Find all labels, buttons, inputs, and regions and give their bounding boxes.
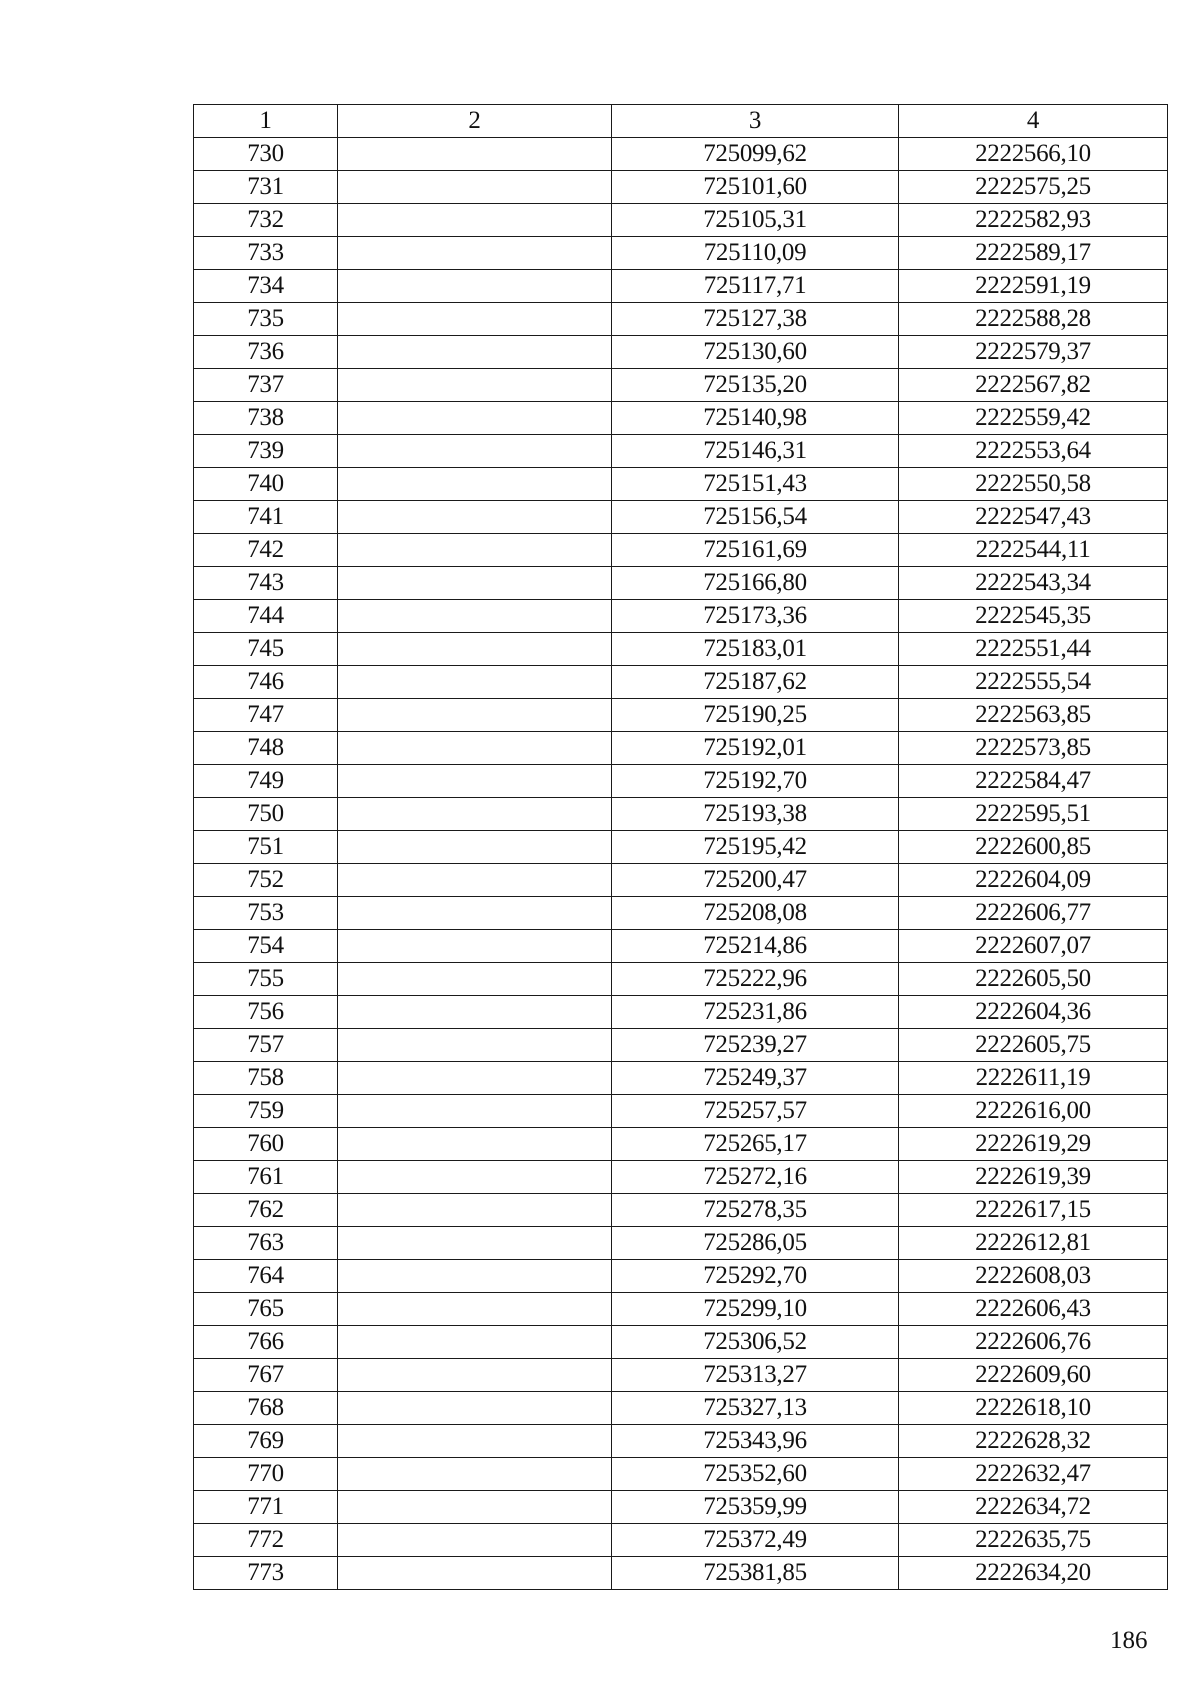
table-cell-col3: 725222,96 — [612, 963, 899, 996]
table-cell-col3: 725292,70 — [612, 1260, 899, 1293]
table-cell-col2 — [338, 798, 612, 831]
table-cell-col4: 2222600,85 — [899, 831, 1168, 864]
table-row — [194, 963, 1168, 996]
table-cell-col2 — [338, 369, 612, 402]
table-cell-col4: 2222582,93 — [899, 204, 1168, 237]
table-row — [194, 1359, 1168, 1392]
table-cell-col3: 725117,71 — [612, 270, 899, 303]
table-cell-col1: 745 — [194, 633, 338, 666]
table-cell-col4: 2222563,85 — [899, 699, 1168, 732]
table-row — [194, 171, 1168, 204]
table-cell-col2 — [338, 831, 612, 864]
table-row — [194, 402, 1168, 435]
table-row — [194, 1425, 1168, 1458]
table-row — [194, 1260, 1168, 1293]
table-cell-col1: 772 — [194, 1524, 338, 1557]
table-cell-col1: 761 — [194, 1161, 338, 1194]
table-row — [194, 1557, 1168, 1590]
table-cell-col3: 725140,98 — [612, 402, 899, 435]
table-cell-col1: 737 — [194, 369, 338, 402]
table-cell-col4: 2222634,20 — [899, 1557, 1168, 1590]
table-row — [194, 336, 1168, 369]
table-cell-col2 — [338, 303, 612, 336]
table-cell-col2 — [338, 1326, 612, 1359]
table-cell-col3: 725208,08 — [612, 897, 899, 930]
table-row — [194, 831, 1168, 864]
table-cell-col4: 2222605,75 — [899, 1029, 1168, 1062]
table-row — [194, 1524, 1168, 1557]
table-cell-col4: 2222634,72 — [899, 1491, 1168, 1524]
table-cell-col2 — [338, 732, 612, 765]
table-row — [194, 1062, 1168, 1095]
table-cell-col2 — [338, 996, 612, 1029]
table-cell-col3: 725135,20 — [612, 369, 899, 402]
table-cell-col2 — [338, 336, 612, 369]
table-cell-col2 — [338, 402, 612, 435]
table-cell-col2 — [338, 171, 612, 204]
table-cell-col4: 2222617,15 — [899, 1194, 1168, 1227]
table-cell-col3: 725381,85 — [612, 1557, 899, 1590]
table-cell-col4: 2222550,58 — [899, 468, 1168, 501]
table-cell-col3: 725231,86 — [612, 996, 899, 1029]
table-row — [194, 1161, 1168, 1194]
table-cell-col4: 2222567,82 — [899, 369, 1168, 402]
table-cell-col4: 2222551,44 — [899, 633, 1168, 666]
table-cell-col1: 743 — [194, 567, 338, 600]
table-row — [194, 567, 1168, 600]
table-cell-col1: 750 — [194, 798, 338, 831]
table-cell-col3: 725265,17 — [612, 1128, 899, 1161]
table-cell-col1: 752 — [194, 864, 338, 897]
table-cell-col1: 734 — [194, 270, 338, 303]
table-cell-col3: 725278,35 — [612, 1194, 899, 1227]
table-row — [194, 732, 1168, 765]
table-cell-col2 — [338, 1227, 612, 1260]
table-cell-col1: 754 — [194, 930, 338, 963]
table-cell-col3: 725299,10 — [612, 1293, 899, 1326]
table-cell-col1: 741 — [194, 501, 338, 534]
table-cell-col3: 725166,80 — [612, 567, 899, 600]
table-cell-col1: 744 — [194, 600, 338, 633]
table-cell-col4: 2222616,00 — [899, 1095, 1168, 1128]
table-cell-col1: 769 — [194, 1425, 338, 1458]
table-cell-col2 — [338, 930, 612, 963]
table-cell-col3: 725313,27 — [612, 1359, 899, 1392]
table-row — [194, 237, 1168, 270]
table-row — [194, 600, 1168, 633]
table-cell-col3: 725257,57 — [612, 1095, 899, 1128]
table-cell-col2 — [338, 897, 612, 930]
table-cell-col1: 736 — [194, 336, 338, 369]
table-cell-col2 — [338, 1425, 612, 1458]
table-row — [194, 204, 1168, 237]
table-cell-col2 — [338, 1359, 612, 1392]
table-cell-col4: 2222604,09 — [899, 864, 1168, 897]
table-cell-col2 — [338, 1458, 612, 1491]
table-cell-col1: 733 — [194, 237, 338, 270]
table-cell-col1: 751 — [194, 831, 338, 864]
table-cell-col4: 2222632,47 — [899, 1458, 1168, 1491]
table-row — [194, 798, 1168, 831]
table-cell-col2 — [338, 237, 612, 270]
table-cell-col3: 725193,38 — [612, 798, 899, 831]
table-row — [194, 996, 1168, 1029]
table-row — [194, 1326, 1168, 1359]
table-row — [194, 1128, 1168, 1161]
table-cell-col2 — [338, 1095, 612, 1128]
table-cell-col2 — [338, 1062, 612, 1095]
table-row — [194, 765, 1168, 798]
table-cell-col2 — [338, 204, 612, 237]
table-cell-col2 — [338, 1128, 612, 1161]
table-cell-col3: 725214,86 — [612, 930, 899, 963]
table-cell-col4: 2222584,47 — [899, 765, 1168, 798]
table-cell-col4: 2222555,54 — [899, 666, 1168, 699]
table-cell-col4: 2222547,43 — [899, 501, 1168, 534]
table-cell-col4: 2222566,10 — [899, 138, 1168, 171]
table-cell-col2 — [338, 633, 612, 666]
table-cell-col2 — [338, 1557, 612, 1590]
table-row — [194, 1227, 1168, 1260]
table-row — [194, 1029, 1168, 1062]
table-row — [194, 897, 1168, 930]
table-cell-col4: 2222605,50 — [899, 963, 1168, 996]
table-cell-col4: 2222588,28 — [899, 303, 1168, 336]
table-cell-col2 — [338, 1392, 612, 1425]
table-cell-col3: 725190,25 — [612, 699, 899, 732]
table-cell-col1: 731 — [194, 171, 338, 204]
table-row — [194, 699, 1168, 732]
table-cell-col1: 756 — [194, 996, 338, 1029]
table-cell-col3: 725372,49 — [612, 1524, 899, 1557]
table-cell-col4: 2222607,07 — [899, 930, 1168, 963]
header-cell-col1: 1 — [194, 105, 338, 138]
table-cell-col3: 725343,96 — [612, 1425, 899, 1458]
table-cell-col1: 771 — [194, 1491, 338, 1524]
table-cell-col2 — [338, 1491, 612, 1524]
header-cell-col3: 3 — [612, 105, 899, 138]
table-cell-col1: 730 — [194, 138, 338, 171]
table-cell-col4: 2222635,75 — [899, 1524, 1168, 1557]
table-cell-col3: 725249,37 — [612, 1062, 899, 1095]
table-cell-col3: 725352,60 — [612, 1458, 899, 1491]
table-cell-col2 — [338, 1194, 612, 1227]
table-cell-col1: 762 — [194, 1194, 338, 1227]
table-cell-col1: 763 — [194, 1227, 338, 1260]
table-cell-col4: 2222579,37 — [899, 336, 1168, 369]
table-cell-col4: 2222606,76 — [899, 1326, 1168, 1359]
table-row — [194, 468, 1168, 501]
table-cell-col1: 766 — [194, 1326, 338, 1359]
table-cell-col1: 768 — [194, 1392, 338, 1425]
table-body — [194, 138, 1168, 1590]
table-cell-col2 — [338, 1029, 612, 1062]
table-cell-col3: 725192,01 — [612, 732, 899, 765]
table-row — [194, 1458, 1168, 1491]
table-row — [194, 633, 1168, 666]
table-row — [194, 1095, 1168, 1128]
table-cell-col2 — [338, 534, 612, 567]
table-row — [194, 303, 1168, 336]
table-cell-col4: 2222628,32 — [899, 1425, 1168, 1458]
table-row — [194, 864, 1168, 897]
table-cell-col3: 725200,47 — [612, 864, 899, 897]
table-cell-col3: 725272,16 — [612, 1161, 899, 1194]
table-cell-col1: 748 — [194, 732, 338, 765]
coordinates-table — [193, 104, 1168, 1590]
table-cell-col4: 2222611,19 — [899, 1062, 1168, 1095]
table-cell-col1: 760 — [194, 1128, 338, 1161]
table-row — [194, 1392, 1168, 1425]
table-cell-col4: 2222591,19 — [899, 270, 1168, 303]
table-cell-col4: 2222604,36 — [899, 996, 1168, 1029]
table-cell-col1: 757 — [194, 1029, 338, 1062]
table-cell-col3: 725151,43 — [612, 468, 899, 501]
table-cell-col1: 739 — [194, 435, 338, 468]
table-cell-col1: 742 — [194, 534, 338, 567]
table-cell-col4: 2222619,29 — [899, 1128, 1168, 1161]
table-cell-col3: 725101,60 — [612, 171, 899, 204]
table-cell-col2 — [338, 666, 612, 699]
table-cell-col2 — [338, 1260, 612, 1293]
table-cell-col3: 725161,69 — [612, 534, 899, 567]
header-cell-col4: 4 — [899, 105, 1168, 138]
table-cell-col1: 738 — [194, 402, 338, 435]
table-cell-col3: 725359,99 — [612, 1491, 899, 1524]
table-cell-col2 — [338, 468, 612, 501]
header-cell-col2: 2 — [338, 105, 612, 138]
table-cell-col4: 2222544,11 — [899, 534, 1168, 567]
table-cell-col4: 2222575,25 — [899, 171, 1168, 204]
table-row — [194, 930, 1168, 963]
table-cell-col4: 2222543,34 — [899, 567, 1168, 600]
table-cell-col3: 725156,54 — [612, 501, 899, 534]
table-row — [194, 1491, 1168, 1524]
table-cell-col4: 2222619,39 — [899, 1161, 1168, 1194]
table-cell-col3: 725183,01 — [612, 633, 899, 666]
table-cell-col1: 773 — [194, 1557, 338, 1590]
table-cell-col3: 725187,62 — [612, 666, 899, 699]
table-cell-col4: 2222573,85 — [899, 732, 1168, 765]
table-cell-col4: 2222545,35 — [899, 600, 1168, 633]
table-cell-col1: 732 — [194, 204, 338, 237]
table-cell-col4: 2222612,81 — [899, 1227, 1168, 1260]
table-row — [194, 501, 1168, 534]
table-cell-col4: 2222606,77 — [899, 897, 1168, 930]
table-row — [194, 435, 1168, 468]
table-cell-col2 — [338, 1524, 612, 1557]
table-cell-col2 — [338, 567, 612, 600]
table-cell-col2 — [338, 963, 612, 996]
table-cell-col4: 2222609,60 — [899, 1359, 1168, 1392]
table-cell-col3: 725130,60 — [612, 336, 899, 369]
table-cell-col2 — [338, 138, 612, 171]
table-cell-col3: 725239,27 — [612, 1029, 899, 1062]
table-cell-col2 — [338, 765, 612, 798]
table-cell-col3: 725327,13 — [612, 1392, 899, 1425]
table-cell-col1: 759 — [194, 1095, 338, 1128]
table-row — [194, 534, 1168, 567]
table-cell-col1: 765 — [194, 1293, 338, 1326]
table-cell-col3: 725192,70 — [612, 765, 899, 798]
table-cell-col2 — [338, 1161, 612, 1194]
table-row — [194, 138, 1168, 171]
table-cell-col3: 725110,09 — [612, 237, 899, 270]
table-cell-col2 — [338, 699, 612, 732]
table-row — [194, 1194, 1168, 1227]
table-cell-col3: 725127,38 — [612, 303, 899, 336]
table-cell-col2 — [338, 1293, 612, 1326]
table-cell-col3: 725146,31 — [612, 435, 899, 468]
table-cell-col1: 764 — [194, 1260, 338, 1293]
table-cell-col2 — [338, 864, 612, 897]
table-cell-col1: 749 — [194, 765, 338, 798]
table-cell-col2 — [338, 600, 612, 633]
header-row — [194, 105, 1168, 138]
table-cell-col4: 2222618,10 — [899, 1392, 1168, 1425]
table-cell-col1: 753 — [194, 897, 338, 930]
table-cell-col2 — [338, 270, 612, 303]
table-row — [194, 270, 1168, 303]
table-row — [194, 369, 1168, 402]
table-cell-col2 — [338, 501, 612, 534]
table-cell-col4: 2222553,64 — [899, 435, 1168, 468]
table-cell-col3: 725173,36 — [612, 600, 899, 633]
table-cell-col4: 2222559,42 — [899, 402, 1168, 435]
table-cell-col3: 725286,05 — [612, 1227, 899, 1260]
table-cell-col1: 735 — [194, 303, 338, 336]
table-cell-col4: 2222595,51 — [899, 798, 1168, 831]
table-cell-col1: 755 — [194, 963, 338, 996]
table-row — [194, 1293, 1168, 1326]
table-cell-col4: 2222606,43 — [899, 1293, 1168, 1326]
table-cell-col2 — [338, 435, 612, 468]
table-cell-col1: 740 — [194, 468, 338, 501]
table-cell-col1: 770 — [194, 1458, 338, 1491]
table-row — [194, 666, 1168, 699]
table-cell-col1: 767 — [194, 1359, 338, 1392]
table-cell-col4: 2222608,03 — [899, 1260, 1168, 1293]
table-cell-col4: 2222589,17 — [899, 237, 1168, 270]
table-cell-col1: 758 — [194, 1062, 338, 1095]
table-cell-col3: 725105,31 — [612, 204, 899, 237]
table-cell-col3: 725099,62 — [612, 138, 899, 171]
table-cell-col1: 746 — [194, 666, 338, 699]
table-cell-col1: 747 — [194, 699, 338, 732]
table-cell-col3: 725195,42 — [612, 831, 899, 864]
table-cell-col3: 725306,52 — [612, 1326, 899, 1359]
page-number: 186 — [1110, 1627, 1148, 1654]
